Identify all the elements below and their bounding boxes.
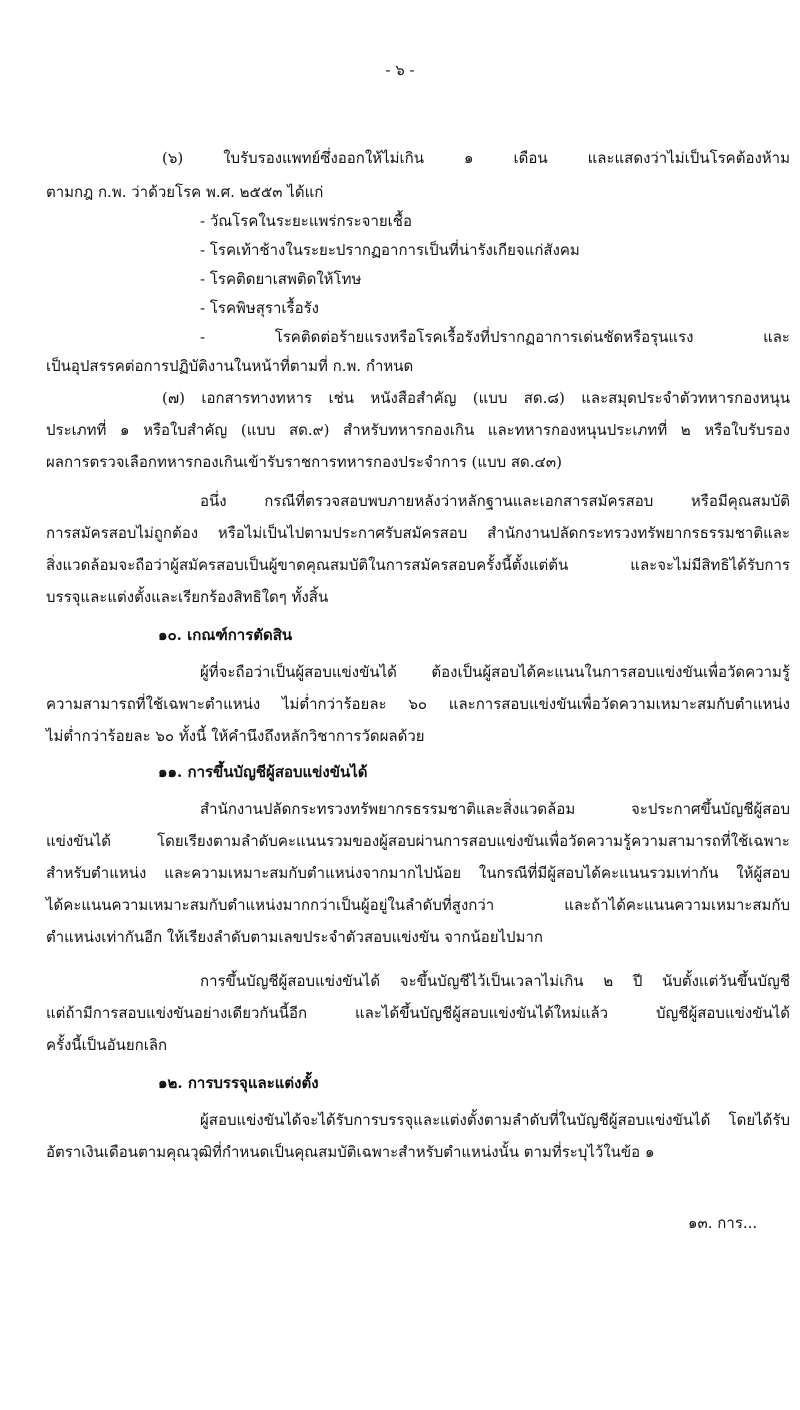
- section-12-heading: ๑๒. การบรรจุและแต่งตั้ง: [158, 1074, 319, 1092]
- disease-item-5-cont: เป็นอุปสรรคต่อการปฏิบัติงานในหน้าที่ตามที่ ก.พ. กำหนด: [46, 357, 414, 375]
- criteria-line-2: ความสามารถที่ใช้เฉพาะตำแหน่ง ไม่ต่ำกว่าร้อยละ ๖๐ และการสอบแข่งขันเพื่อวัดความเหมาะสมกับตำแหน่ง: [46, 695, 790, 713]
- disease-item-5: - โรคติดต่อร้ายแรงหรือโรคเรื้อรังที่ปรากฏอาการเด่นชัดหรือรุนแรง และ: [200, 328, 790, 346]
- listing-line-1: สำนักงานปลัดกระทรวงทรัพยากรธรรมชาติและสิ่งแวดล้อม จะประกาศขึ้นบัญชีผู้สอบ: [200, 800, 790, 818]
- section-11-heading: ๑๑. การขึ้นบัญชีผู้สอบแข่งขันได้: [158, 763, 368, 781]
- appointment-line-2: อัตราเงินเดือนตามคุณวุฒิที่กำหนดเป็นคุณสมบัติเฉพาะสำหรับตำแหน่งนั้น ตามที่ระบุไว้ในข้อ ๑: [46, 1143, 655, 1161]
- validity-line-2: แต่ถ้ามีการสอบแข่งขันอย่างเดียวกันนี้อีก และได้ขึ้นบัญชีผู้สอบแข่งขันได้ใหม่แล้ว บัญชีผู้สอบแข่งขันได้: [46, 1004, 790, 1022]
- validity-line-3: ครั้งนี้เป็นอันยกเลิก: [46, 1036, 168, 1054]
- criteria-line-3: ไม่ต่ำกว่าร้อยละ ๖๐ ทั้งนี้ ให้คำนึงถึงหลักวิชาการวัดผลด้วย: [46, 727, 425, 745]
- military-docs-line-3: ผลการตรวจเลือกทหารกองเกินเข้ารับราชการทหารกองประจำการ (แบบ สด.๔๓): [46, 453, 562, 471]
- military-docs-line-1: (๗) เอกสารทางทหาร เช่น หนังสือสำคัญ (แบบ สด.๘) และสมุดประจำตัวทหารกองหนุน: [162, 389, 790, 407]
- disease-item-2: - โรคเท้าช้างในระยะปรากฏอาการเป็นที่น่ารังเกียจแก่สังคม: [200, 241, 580, 259]
- note-line-3: สิ่งแวดล้อมจะถือว่าผู้สมัครสอบเป็นผู้ขาดคุณสมบัติในการสมัครสอบครั้งนี้ตั้งแต่ต้น และจะไม่มีสิทธิได้รับการ: [46, 556, 790, 574]
- continuation-marker: ๑๓. การ...: [688, 1214, 758, 1232]
- medical-cert-line-2: ตามกฎ ก.พ. ว่าด้วยโรค พ.ศ. ๒๕๕๓ ได้แก่: [46, 183, 324, 201]
- section-10-heading: ๑๐. เกณฑ์การตัดสิน: [158, 626, 293, 644]
- listing-line-2: แข่งขันได้ โดยเรียงตามลำดับคะแนนรวมของผู้สอบผ่านการสอบแข่งขันเพื่อวัดความรู้ความสามารถที่ใช้เฉพาะ: [46, 832, 790, 850]
- criteria-line-1: ผู้ที่จะถือว่าเป็นผู้สอบแข่งขันได้ ต้องเป็นผู้สอบได้คะแนนในการสอบแข่งขันเพื่อวัดความรู้: [200, 663, 790, 681]
- disease-item-3: - โรคติดยาเสพติดให้โทษ: [200, 270, 362, 288]
- listing-line-4: ได้คะแนนความเหมาะสมกับตำแหน่งมากกว่าเป็นผู้อยู่ในลำดับที่สูงกว่า และถ้าได้คะแนนความเหมาะสมกับ: [46, 896, 790, 914]
- note-line-4: บรรจุและแต่งตั้งและเรียกร้องสิทธิใดๆ ทั้งสิ้น: [46, 588, 329, 606]
- medical-cert-line-1: (๖) ใบรับรองแพทย์ซึ่งออกให้ไม่เกิน ๑ เดือน และแสดงว่าไม่เป็นโรคต้องห้าม: [162, 149, 790, 167]
- note-line-2: การสมัครสอบไม่ถูกต้อง หรือไม่เป็นไปตามประกาศรับสมัครสอบ สำนักงานปลัดกระทรวงทรัพยากรธรรมชาติและ: [46, 524, 790, 542]
- military-docs-line-2: ประเภทที่ ๑ หรือใบสำคัญ (แบบ สด.๙) สำหรับทหารกองเกิน และทหารกองหนุนประเภทที่ ๒ หรือใบรับรอง: [46, 421, 790, 439]
- note-line-1: อนึ่ง กรณีที่ตรวจสอบพบภายหลังว่าหลักฐานและเอกสารสมัครสอบ หรือมีคุณสมบัติ: [200, 492, 790, 510]
- page-number: - ๖ -: [385, 61, 415, 79]
- disease-item-4: - โรคพิษสุราเรื้อรัง: [200, 299, 319, 317]
- validity-line-1: การขึ้นบัญชีผู้สอบแข่งขันได้ จะขึ้นบัญชีไว้เป็นเวลาไม่เกิน ๒ ปี นับตั้งแต่วันขึ้นบัญชี: [200, 972, 790, 990]
- listing-line-3: สำหรับตำแหน่ง และความเหมาะสมกับตำแหน่งจากมากไปน้อย ในกรณีที่มีผู้สอบได้คะแนนรวมเท่ากัน ให้ผู้สอบ: [46, 864, 790, 882]
- listing-line-5: ตำแหน่งเท่ากันอีก ให้เรียงลำดับตามเลขประจำตัวสอบแข่งขัน จากน้อยไปมาก: [46, 928, 543, 946]
- disease-item-1: - วัณโรคในระยะแพร่กระจายเชื้อ: [200, 212, 412, 230]
- appointment-line-1: ผู้สอบแข่งขันได้จะได้รับการบรรจุและแต่งตั้งตามลำดับที่ในบัญชีผู้สอบแข่งขันได้ โดยได้รับ: [200, 1111, 790, 1129]
